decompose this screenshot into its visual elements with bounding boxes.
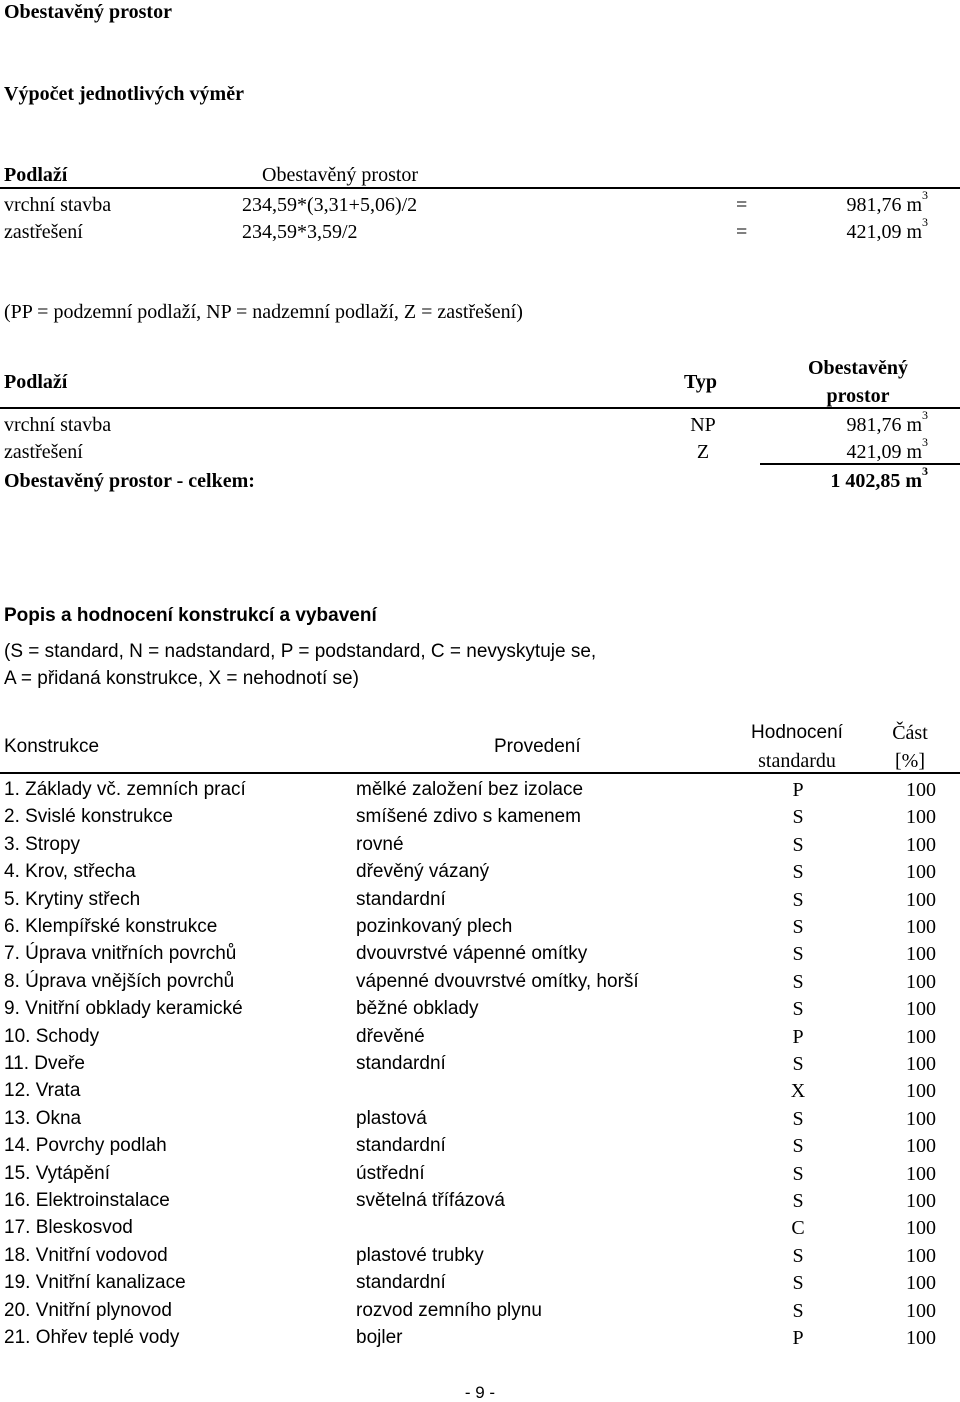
constr-row-name: 7. Úprava vnitřních povrchů [4, 943, 237, 965]
constr-row-name: 14. Povrchy podlah [4, 1135, 167, 1157]
calc-row-equals: = [736, 221, 748, 243]
constr-row-share: 100 [906, 943, 936, 966]
summary-header-space-line2: prostor [826, 385, 890, 407]
constr-row-share: 100 [906, 1244, 936, 1267]
constr-row-name: 13. Okna [4, 1107, 82, 1129]
constr-row-name: 3. Stropy [4, 833, 81, 855]
constr-row-rating: S [792, 1107, 804, 1130]
constr-row-rating: S [792, 916, 804, 938]
constr-row-share: 100 [906, 806, 936, 829]
summary-row-value: 981,76 $m^3$ [846, 408, 928, 436]
constr-row-execution: bojler [356, 1327, 403, 1348]
calc-row-equals: = [736, 194, 748, 216]
constr-row-rating: X [790, 1080, 806, 1103]
calc-row-floor: zastřešení [4, 221, 83, 243]
constr-row-share: 100 [906, 779, 936, 801]
summary-row-type: Z [696, 441, 710, 463]
constr-row-share: 100 [906, 833, 936, 856]
constr-row-rating: S [792, 943, 804, 966]
constr-row-name: 18. Vnitřní vodovod [4, 1244, 168, 1266]
constr-row-name: 12. Vrata [4, 1080, 81, 1102]
constr-row-share: 100 [906, 1080, 936, 1103]
constr-row-rating: S [792, 1053, 804, 1075]
constr-header-share-line1: Část [892, 722, 928, 744]
constr-row-name: 10. Schody [4, 1025, 100, 1047]
constr-row-execution: standardní [356, 1272, 446, 1294]
constr-row-rating: S [792, 1135, 804, 1158]
constr-row-share: 100 [906, 1135, 936, 1158]
summary-total-rule [760, 463, 960, 465]
constr-row-share: 100 [906, 1299, 936, 1322]
constr-row-share: 100 [906, 1162, 936, 1185]
constr-row-execution: dřevěný vázaný [356, 861, 490, 883]
constr-row-name: 21. Ohřev teplé vody [4, 1327, 180, 1348]
constr-header-rating-line2: standardu [758, 750, 836, 772]
constr-row-share: 100 [906, 861, 936, 884]
rating-legend-line2: A = přidaná konstrukce, X = nehodnotí se) [4, 668, 359, 689]
calc-header-rule [0, 187, 960, 189]
constr-row-name: 16. Elektroinstalace [4, 1190, 170, 1211]
calc-row-formula: 234,59*3,59/2 [242, 221, 358, 243]
constr-row-share: 100 [906, 1190, 936, 1212]
summary-total-label: Obestavěný prostor - celkem: [4, 470, 255, 492]
section-title-constructions: Popis a hodnocení konstrukcí a vybavení [4, 605, 377, 626]
page-title: Obestavěný prostor [4, 1, 172, 23]
floor-legend: (PP = podzemní podlaží, NP = nadzemní podlaží, Z = zastřešení) [4, 301, 523, 323]
rating-legend-line1: (S = standard, N = nadstandard, P = podstandard, C = nevyskytuje se, [4, 641, 597, 662]
constr-row-share: 100 [906, 1025, 936, 1048]
summary-header-space-line1: Obestavěný [808, 357, 908, 379]
constr-row-execution: plastová [356, 1107, 427, 1129]
constr-row-execution: mělké založení bez izolace [356, 779, 584, 800]
constr-row-name: 9. Vnitřní obklady keramické [4, 998, 243, 1020]
constr-row-execution: dřevěné [356, 1025, 425, 1047]
summary-row-floor: zastřešení [4, 441, 83, 463]
constr-row-share: 100 [906, 1217, 936, 1240]
summary-row-value: 421,09 $m^3$ [846, 435, 928, 463]
constr-row-name: 1. Základy vč. zemních prací [4, 779, 246, 800]
constr-row-rating: S [792, 970, 804, 993]
constr-header-construction: Konstrukce [4, 736, 100, 757]
constr-row-execution: světelná třífázová [356, 1190, 505, 1211]
constr-row-name: 20. Vnitřní plynovod [4, 1299, 172, 1321]
constr-row-execution: pozinkovaný plech [356, 916, 513, 937]
constr-row-name: 15. Vytápění [4, 1162, 110, 1184]
constr-row-rating: S [792, 806, 804, 829]
constr-row-rating: S [792, 861, 804, 884]
constr-row-rating: S [792, 1162, 804, 1185]
constr-row-rating: P [792, 1025, 804, 1048]
constr-row-name: 11. Dveře [4, 1053, 85, 1074]
constr-row-execution: plastové trubky [356, 1244, 484, 1266]
constr-row-share: 100 [906, 1272, 936, 1295]
constr-row-rating: S [792, 1244, 804, 1267]
constr-row-execution: standardní [356, 1053, 446, 1074]
constr-row-execution: běžné obklady [356, 998, 479, 1020]
constr-row-name: 17. Bleskosvod [4, 1217, 133, 1239]
summary-row-floor: vrchní stavba [4, 414, 112, 436]
constr-row-execution: rozvod zemního plynu [356, 1299, 542, 1321]
constr-row-rating: S [792, 1190, 804, 1212]
calc-header-floor: Podlaží [4, 164, 68, 186]
constr-row-rating: S [792, 1272, 804, 1295]
constr-row-name: 2. Svislé konstrukce [4, 806, 173, 828]
constr-header-rule [0, 772, 960, 774]
calc-row-floor: vrchní stavba [4, 194, 112, 216]
constr-row-execution: smíšené zdivo s kamenem [356, 806, 581, 828]
constr-row-share: 100 [906, 998, 936, 1021]
constr-header-rating-line1: Hodnocení [751, 722, 843, 743]
calc-row-value: 981,76 $m^3$ [846, 188, 928, 216]
constr-row-rating: P [792, 1327, 804, 1349]
constr-row-share: 100 [906, 970, 936, 993]
constr-row-share: 100 [906, 1107, 936, 1130]
summary-header-type: Typ [684, 371, 717, 393]
constr-row-rating: S [792, 888, 804, 911]
constr-row-execution: standardní [356, 888, 446, 910]
constr-row-execution: ústřední [356, 1162, 425, 1184]
summary-total-value: 1 402,85 $m^3$ [830, 464, 928, 492]
constr-row-share: 100 [906, 916, 936, 938]
constr-row-execution: vápenné dvouvrstvé omítky, horší [356, 970, 639, 992]
constr-row-rating: S [792, 998, 804, 1021]
calc-row-value: 421,09 $m^3$ [846, 215, 928, 243]
constr-header-share-line2: [%] [895, 750, 925, 772]
constr-row-name: 19. Vnitřní kanalizace [4, 1272, 186, 1294]
constr-row-name: 5. Krytiny střech [4, 888, 141, 910]
constr-header-execution: Provedení [494, 736, 581, 757]
constr-row-name: 6. Klempířské konstrukce [4, 916, 218, 937]
constr-row-execution: rovné [356, 833, 404, 855]
summary-header-rule [0, 407, 960, 409]
constr-row-rating: P [792, 779, 804, 801]
section-title-calculation: Výpočet jednotlivých výměr [4, 83, 244, 105]
constr-row-name: 4. Krov, střecha [4, 861, 136, 883]
constr-row-share: 100 [906, 888, 936, 911]
constr-row-name: 8. Úprava vnějších povrchů [4, 970, 235, 992]
constr-row-share: 100 [906, 1327, 936, 1349]
page-number: - 9 - [464, 1383, 496, 1402]
constr-row-rating: S [792, 1299, 804, 1322]
summary-row-type: NP [690, 414, 716, 436]
summary-header-floor: Podlaží [4, 371, 68, 393]
constr-row-share: 100 [906, 1053, 936, 1075]
constr-row-execution: standardní [356, 1135, 446, 1157]
calc-row-formula: 234,59*(3,31+5,06)/2 [242, 194, 418, 216]
constr-row-rating: C [791, 1217, 805, 1240]
constr-row-rating: S [792, 833, 804, 856]
constr-row-execution: dvouvrstvé vápenné omítky [356, 943, 588, 965]
calc-header-space: Obestavěný prostor [262, 164, 419, 186]
